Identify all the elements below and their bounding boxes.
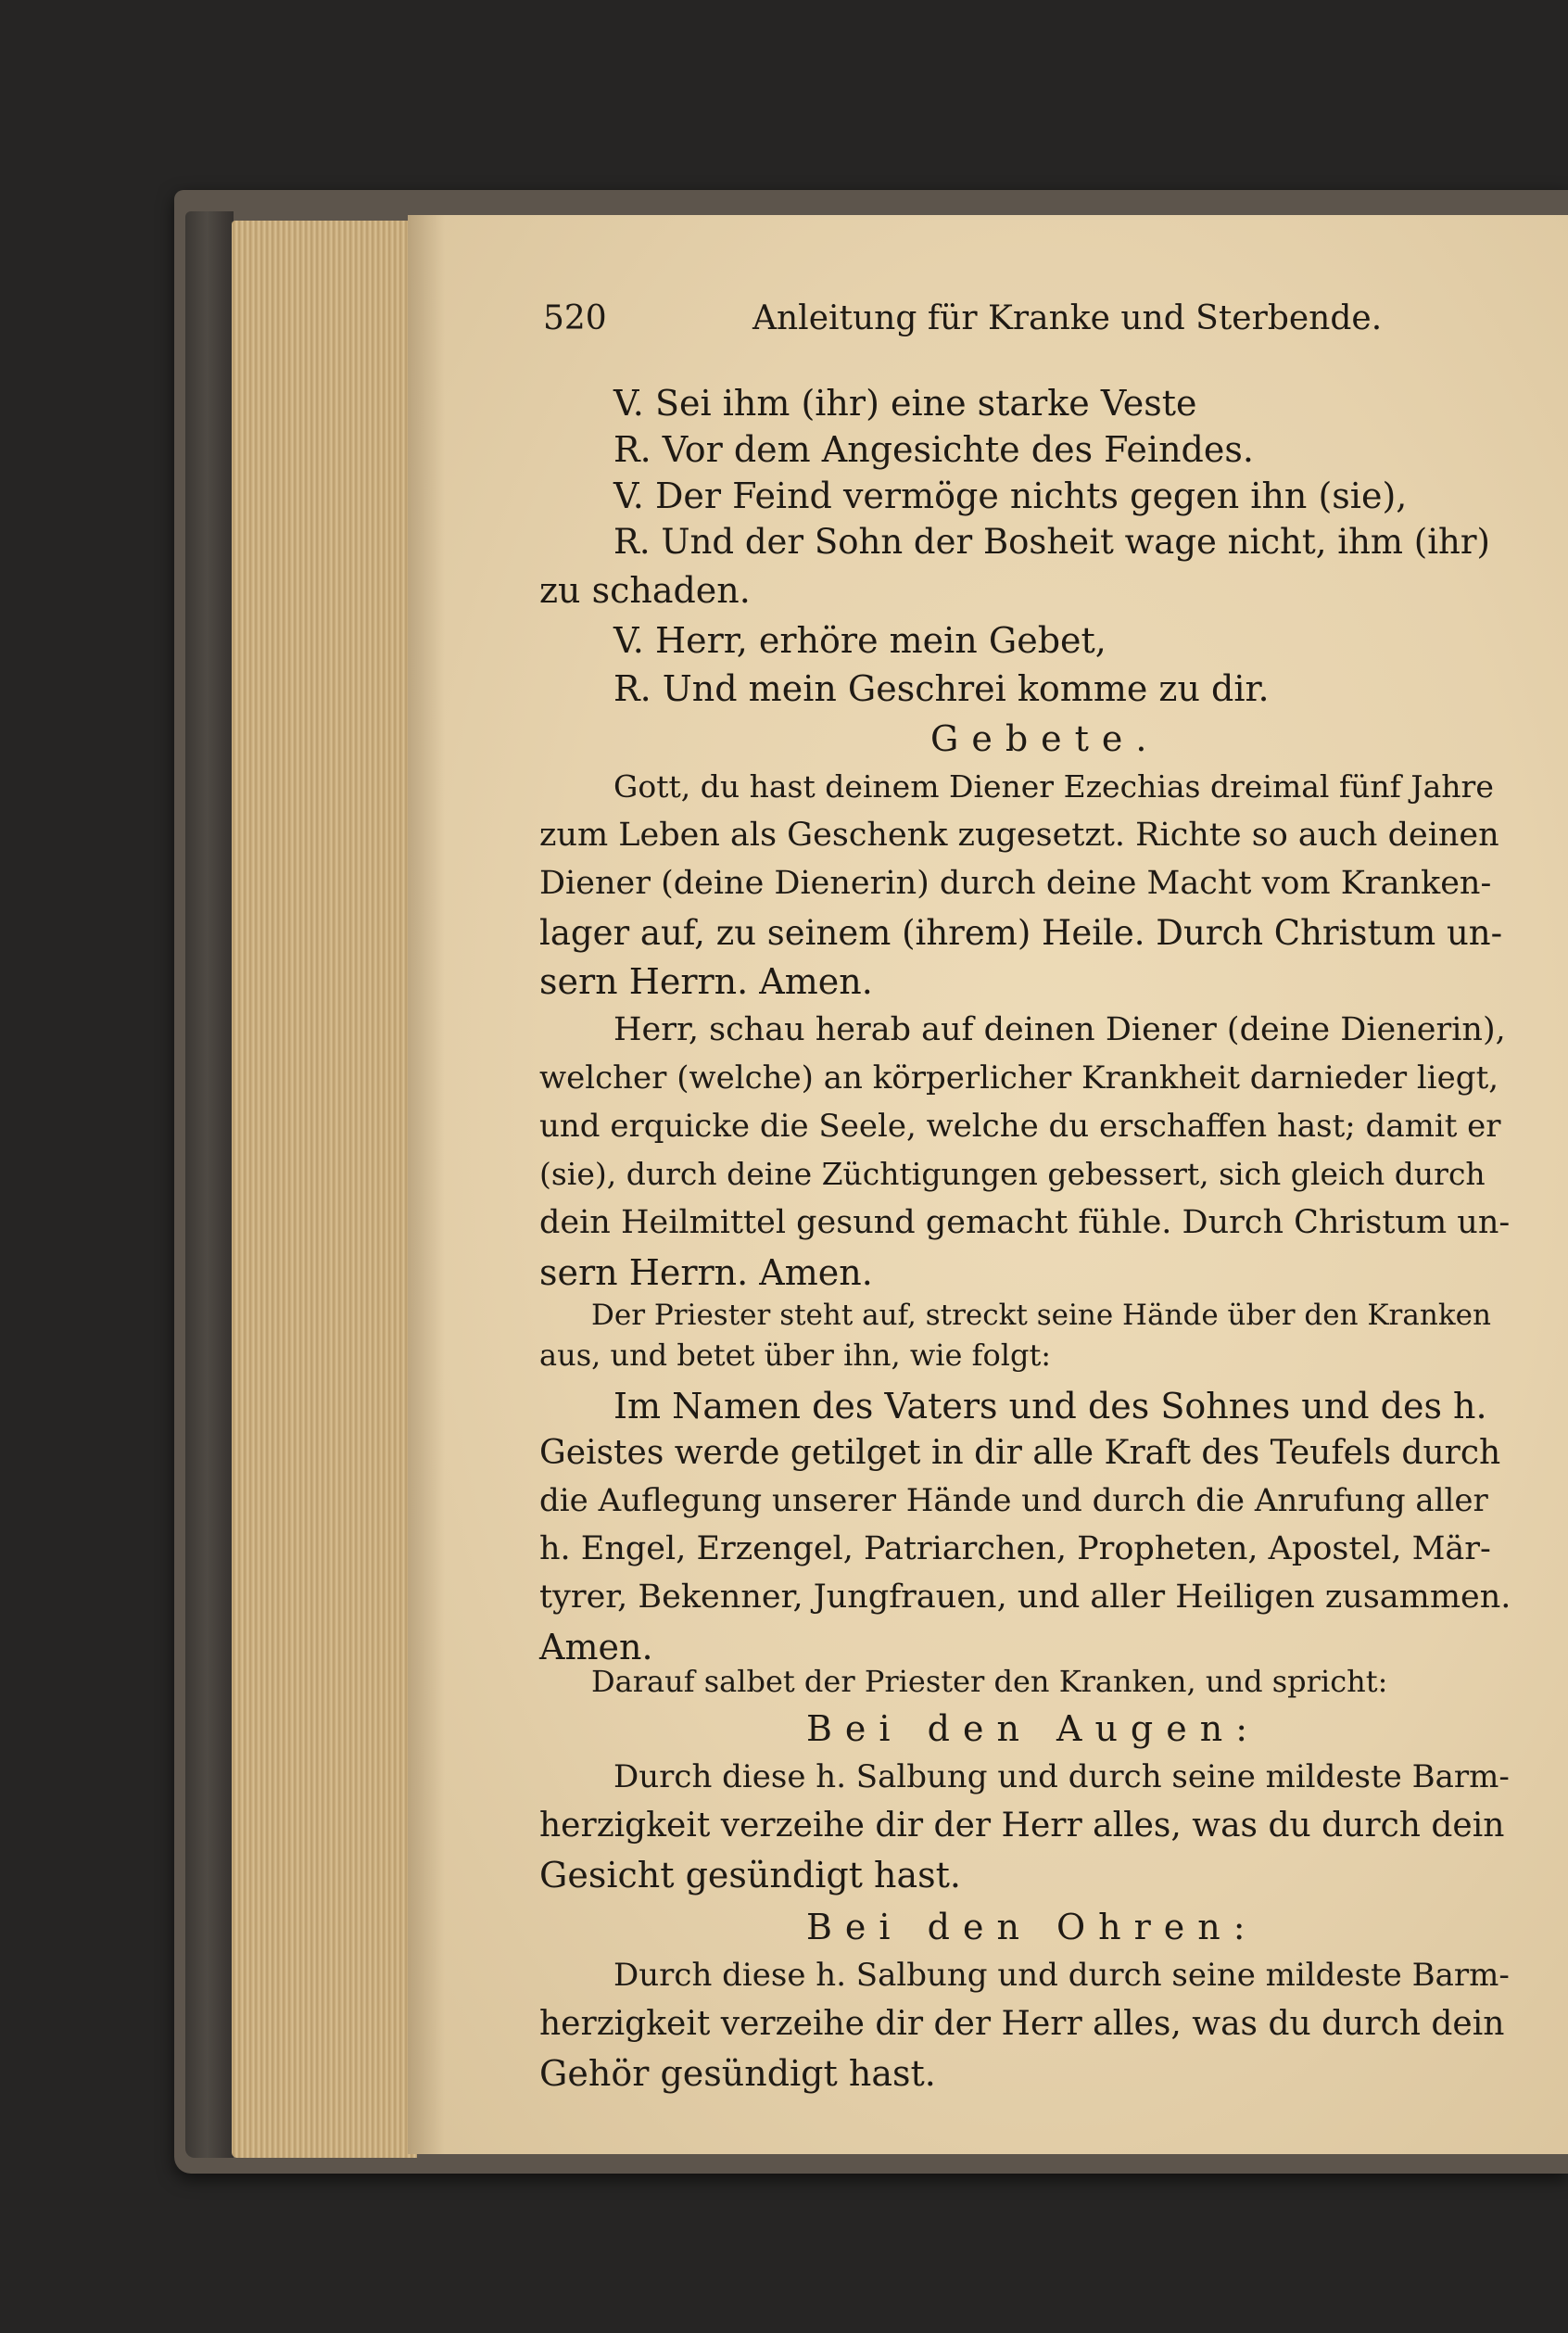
text-line: (sie), durch deine Züchtigungen gebessert, sich gleich durch [539,1156,1486,1192]
section-heading: Bei den Augen: [806,1708,1261,1749]
text-line: R. Und der Sohn der Bosheit wage nicht, ihm (ihr) [613,522,1490,562]
text-line: Herr, schau herab auf deinen Diener (deine Dienerin), [613,1011,1506,1048]
text-line: R. Vor dem Angesichte des Feindes. [613,429,1254,470]
text-line: Im Namen des Vaters und des Sohnes und des h. [613,1386,1487,1426]
text-line: zum Leben als Geschenk zugesetzt. Richte so auch deinen [539,817,1499,854]
text-line: V. Sei ihm (ihr) eine starke Veste [613,383,1197,424]
rubric-line: Der Priester steht auf, streckt seine Hände über den Kranken [591,1299,1491,1332]
text-line: lager auf, zu seinem (ihrem) Heile. Durch Christum un- [539,913,1503,953]
page-edges [232,221,417,2158]
text-line: Durch diese h. Salbung und durch seine mildeste Barm- [613,1957,1510,1994]
text-line: Geistes werde getilget in dir alle Kraft des Teufels durch [539,1434,1501,1472]
section-heading: Bei den Ohren: [806,1907,1258,1947]
book-spine [185,211,234,2158]
section-heading: Gebete. [930,718,1160,759]
page-number: 520 [543,299,607,337]
rubric-line: aus, und betet über ihn, wie folgt: [539,1338,1052,1373]
page-gutter-shadow [408,215,445,2154]
text-line: tyrer, Bekenner, Jungfrauen, und aller Heiligen zusammen. [539,1579,1511,1616]
text-line: zu schaden. [539,570,751,611]
running-title: Anleitung für Kranke und Sterbende. [752,299,1383,337]
text-line: Gott, du hast deinem Diener Ezechias dreimal fünf Jahre [613,768,1494,805]
text-line: sern Herrn. Amen. [539,1252,873,1293]
text-line: R. Und mein Geschrei komme zu dir. [613,668,1270,709]
text-line: die Auflegung unserer Hände und durch die Anrufung aller [539,1482,1488,1519]
text-line: dein Heilmittel gesund gemacht fühle. Durch Christum un- [539,1204,1511,1241]
text-line: herzigkeit verzeihe dir der Herr alles, was du durch dein [539,2005,1505,2043]
text-line: Gesicht gesündigt hast. [539,1855,961,1896]
text-line: h. Engel, Erzengel, Patriarchen, Propheten, Apostel, Mär- [539,1530,1491,1567]
text-line: Diener (deine Dienerin) durch deine Macht vom Kranken- [539,865,1492,902]
text-line: V. Der Feind vermöge nichts gegen ihn (sie), [613,475,1408,516]
text-line: und erquicke die Seele, welche du erschaffen hast; damit er [539,1108,1501,1145]
text-line: Gehör gesündigt hast. [539,2053,936,2094]
text-line: welcher (welche) an körperlicher Krankheit darnieder liegt, [539,1059,1499,1097]
text-line: herzigkeit verzeihe dir der Herr alles, was du durch dein [539,1807,1505,1845]
text-line: Durch diese h. Salbung und durch seine mildeste Barm- [613,1758,1510,1795]
text-line: sern Herrn. Amen. [539,961,873,1002]
rubric-line: Darauf salbet der Priester den Kranken, und spricht: [591,1664,1388,1699]
text-line: V. Herr, erhöre mein Gebet, [613,620,1106,661]
text-line: Amen. [539,1627,653,1667]
